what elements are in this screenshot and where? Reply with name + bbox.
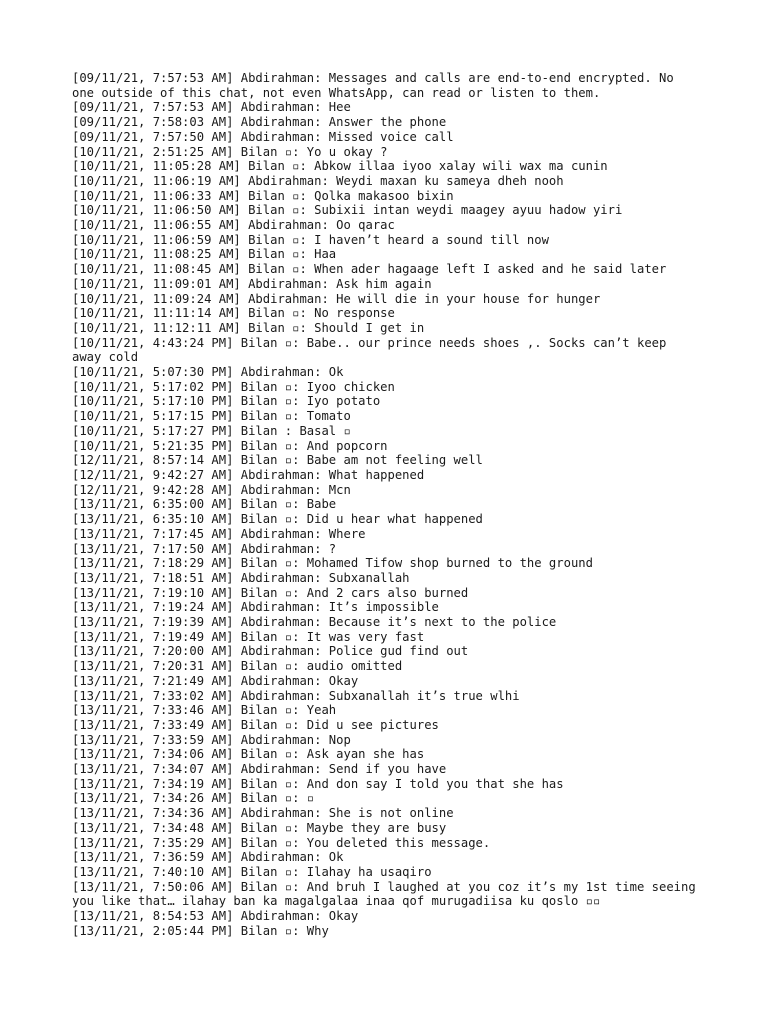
chat-message-line: [12/11/21, 8:57:14 AM] Bilan ▫: Babe am not feeling well <box>72 453 483 468</box>
chat-message-line: [13/11/21, 7:33:02 AM] Abdirahman: Subxanallah it’s true wlhi <box>72 688 520 703</box>
chat-message-line: [09/11/21, 7:57:50 AM] Abdirahman: Missed voice call <box>72 129 454 144</box>
chat-message-line: [13/11/21, 7:34:48 AM] Bilan ▫: Maybe they are busy <box>72 820 447 835</box>
chat-message-line: [13/11/21, 8:54:53 AM] Abdirahman: Okay <box>72 909 359 924</box>
chat-message-line: [13/11/21, 7:34:36 AM] Abdirahman: She is not online <box>72 806 454 821</box>
chat-message-line: [10/11/21, 11:05:28 AM] Bilan ▫: Abkow illaa iyoo xalay wili wax ma cunin <box>72 159 608 174</box>
chat-message-line: [10/11/21, 11:09:01 AM] Abdirahman: Ask him again <box>72 276 432 291</box>
chat-message-line: [10/11/21, 5:17:15 PM] Bilan ▫: Tomato <box>72 409 351 424</box>
chat-message-line: [13/11/21, 7:20:31 AM] Bilan ▫: audio omitted <box>72 659 403 674</box>
chat-message-line: [09/11/21, 7:57:53 AM] Abdirahman: Messages and calls are end-to-end encrypted. No one outside of this chat, not even WhatsApp, can read or listen to them. <box>72 71 682 100</box>
chat-message-line: [10/11/21, 5:07:30 PM] Abdirahman: Ok <box>72 365 344 380</box>
chat-message-line: [10/11/21, 5:17:02 PM] Bilan ▫: Iyoo chicken <box>72 379 395 394</box>
chat-message-line: [10/11/21, 11:12:11 AM] Bilan ▫: Should I get in <box>72 320 425 335</box>
chat-message-line: [10/11/21, 11:06:33 AM] Bilan ▫: Qolka makasoo bixin <box>72 188 454 203</box>
chat-message-line: [13/11/21, 7:33:46 AM] Bilan ▫: Yeah <box>72 703 337 718</box>
chat-message-line: [10/11/21, 11:09:24 AM] Abdirahman: He will die in your house for hunger <box>72 291 601 306</box>
chat-message-line: [13/11/21, 7:34:07 AM] Abdirahman: Send if you have <box>72 762 447 777</box>
chat-message-line: [13/11/21, 7:18:29 AM] Bilan ▫: Mohamed Tifow shop burned to the ground <box>72 556 593 571</box>
chat-message-line: [13/11/21, 7:17:45 AM] Abdirahman: Where <box>72 526 366 541</box>
chat-message-line: [10/11/21, 11:06:50 AM] Bilan ▫: Subixii intan weydi maagey ayuu hadow yiri <box>72 203 623 218</box>
chat-message-line: [13/11/21, 7:19:49 AM] Bilan ▫: It was very fast <box>72 629 425 644</box>
chat-message-line: [13/11/21, 7:19:39 AM] Abdirahman: Because it’s next to the police <box>72 615 557 630</box>
chat-message-line: [13/11/21, 7:36:59 AM] Abdirahman: Ok <box>72 850 344 865</box>
chat-message-line: [13/11/21, 7:34:06 AM] Bilan ▫: Ask ayan she has <box>72 747 425 762</box>
chat-message-line: [13/11/21, 7:20:00 AM] Abdirahman: Police gud find out <box>72 644 469 659</box>
chat-message-line: [13/11/21, 7:50:06 AM] Bilan ▫: And bruh I laughed at you coz it’s my 1st time seeing you like that… ilahay ban ka magalgalaa inaa qof murugadiisa ku qoslo ▫▫ <box>72 879 704 909</box>
chat-message-line: [13/11/21, 2:05:44 PM] Bilan ▫: Why <box>72 923 329 938</box>
chat-message-line: [10/11/21, 5:17:10 PM] Bilan ▫: Iyo potato <box>72 394 381 409</box>
chat-message-line: [10/11/21, 4:43:24 PM] Bilan ▫: Babe.. our prince needs shoes ,. Socks can’t keep away cold <box>72 335 674 365</box>
chat-message-line: [13/11/21, 7:33:49 AM] Bilan ▫: Did u see pictures <box>72 717 439 732</box>
chat-message-line: [13/11/21, 6:35:10 AM] Bilan ▫: Did u hear what happened <box>72 512 483 527</box>
chat-message-line: [10/11/21, 5:21:35 PM] Bilan ▫: And popcorn <box>72 438 388 453</box>
chat-message-line: [13/11/21, 6:35:00 AM] Bilan ▫: Babe <box>72 497 337 512</box>
chat-message-line: [10/11/21, 11:11:14 AM] Bilan ▫: No response <box>72 306 395 321</box>
chat-message-line: [10/11/21, 11:06:55 AM] Abdirahman: Oo qarac <box>72 218 395 233</box>
chat-message-line: [13/11/21, 7:40:10 AM] Bilan ▫: Ilahay ha usaqiro <box>72 864 432 879</box>
chat-message-line: [10/11/21, 2:51:25 AM] Bilan ▫: Yo u okay ? <box>72 144 388 159</box>
chat-message-line: [10/11/21, 11:08:45 AM] Bilan ▫: When ader hagaage left I asked and he said later <box>72 262 667 277</box>
chat-message-line: [12/11/21, 9:42:28 AM] Abdirahman: Mcn <box>72 482 351 497</box>
chat-message-line: [13/11/21, 7:33:59 AM] Abdirahman: Nop <box>72 732 351 747</box>
chat-message-line: [09/11/21, 7:58:03 AM] Abdirahman: Answer the phone <box>72 115 447 130</box>
chat-message-line: [13/11/21, 7:21:49 AM] Abdirahman: Okay <box>72 673 359 688</box>
chat-message-line: [13/11/21, 7:19:10 AM] Bilan ▫: And 2 cars also burned <box>72 585 469 600</box>
chat-message-line: [13/11/21, 7:34:26 AM] Bilan ▫: ▫ <box>72 791 315 806</box>
chat-message-line: [13/11/21, 7:19:24 AM] Abdirahman: It’s impossible <box>72 600 439 615</box>
chat-message-line: [10/11/21, 11:08:25 AM] Bilan ▫: Haa <box>72 247 337 262</box>
chat-message-line: [10/11/21, 5:17:27 PM] Bilan : Basal ▫ <box>72 423 351 438</box>
chat-message-line: [10/11/21, 11:06:59 AM] Bilan ▫: I haven’t heard a sound till now <box>72 232 549 247</box>
chat-transcript <box>72 71 704 938</box>
chat-message-line: [13/11/21, 7:17:50 AM] Abdirahman: ? <box>72 541 337 556</box>
chat-message-line: [10/11/21, 11:06:19 AM] Abdirahman: Weydi maxan ku sameya dheh nooh <box>72 173 564 188</box>
chat-message-line: [13/11/21, 7:34:19 AM] Bilan ▫: And don say I told you that she has <box>72 776 564 791</box>
chat-message-line: [09/11/21, 7:57:53 AM] Abdirahman: Hee <box>72 100 351 115</box>
chat-message-line: [13/11/21, 7:35:29 AM] Bilan ▫: You deleted this message. <box>72 835 491 850</box>
chat-message-line: [12/11/21, 9:42:27 AM] Abdirahman: What happened <box>72 467 425 482</box>
chat-message-line: [13/11/21, 7:18:51 AM] Abdirahman: Subxanallah <box>72 570 410 585</box>
